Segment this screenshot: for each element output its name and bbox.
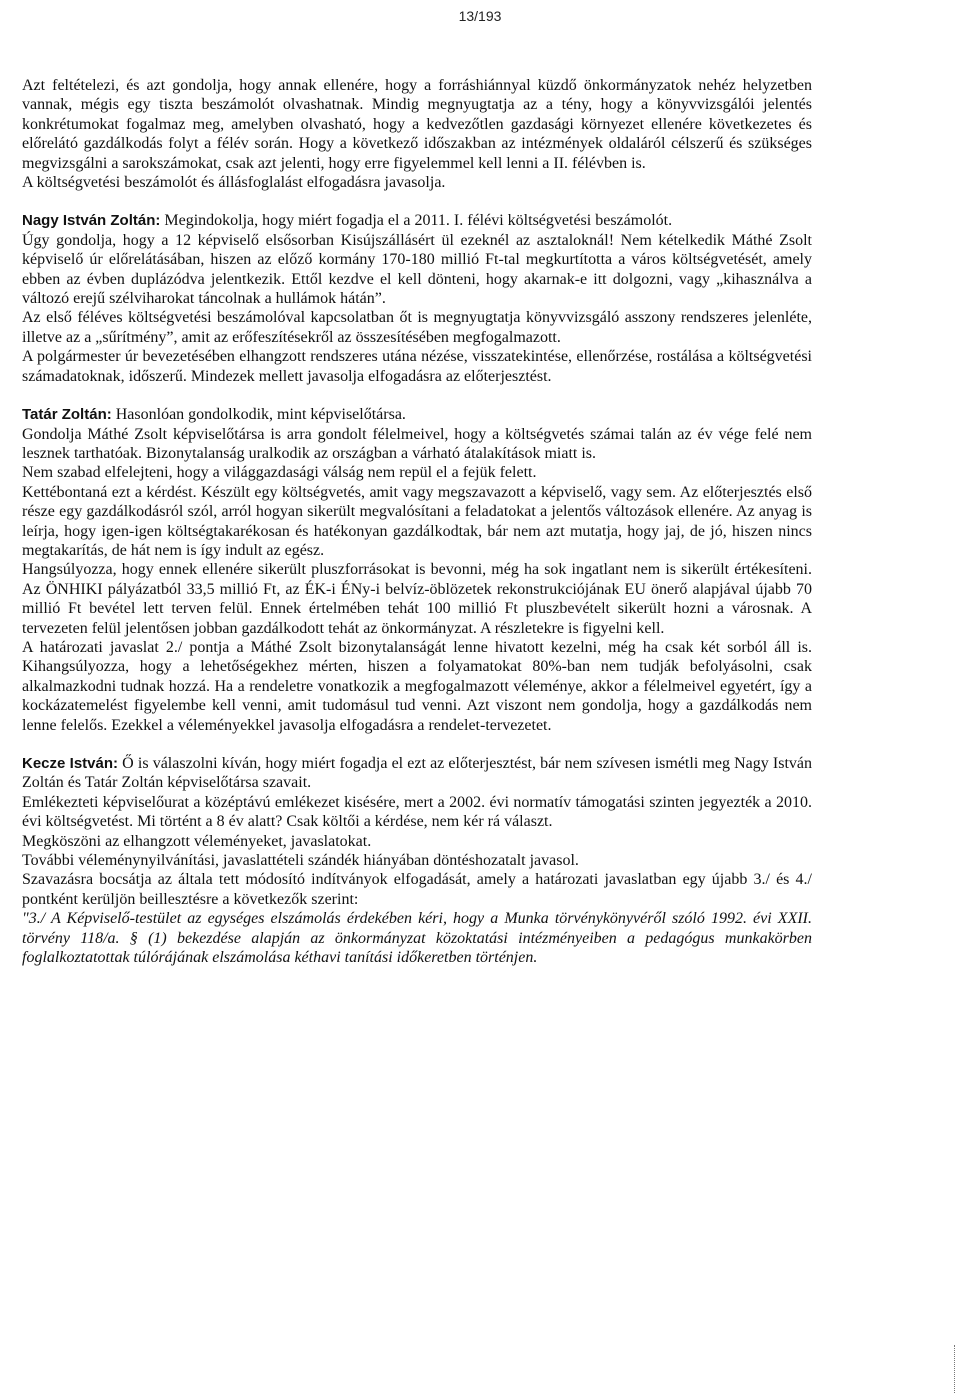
page-number: 13/193 (458, 8, 502, 24)
speaker-name: Nagy István Zoltán: (22, 212, 161, 230)
speech-first-line: Megindokolja, hogy miért fogadja el a 2011. I. félévi költségvetési beszámolót. (160, 212, 673, 230)
paragraph: Hangsúlyozza, hogy ennek ellenére sikerült pluszforrásokat is bevonni, még ha sok ingatlant nem is sikerült értékesíteni. Az ÖNHIKI pályázatból 33,5 millió Ft, az ÉK-i ÉNy-i belvíz-öblözetek rekonstrukciójának EU önerő alapjával újabb 70 millió Ft bevétel lett terven felül. Ennek értelmében tehát 100 millió Ft pluszbevételt sikerült hozni a városnak. A tervezeten felül jelentősen jobban gazdálkodott tehát az önkormányzat. A részletekre is figyelni kell. (22, 561, 812, 637)
scan-edge-marks (954, 1345, 957, 1393)
document-body (22, 76, 812, 967)
paragraph: Megköszöni az elhangzott véleményeket, javaslatokat. (22, 832, 372, 850)
speaker-name: Tatár Zoltán: (22, 406, 112, 424)
paragraph: Gondolja Máthé Zsolt képviselőtársa is arra gondolt félelmeivel, hogy a költségvetés számai talán az év vége felé nem lesznek tarthatóak. Bizonytalanság uralkodik az országban a várható átalakítások miatt is. (22, 425, 812, 462)
paragraph: Nem szabad elfelejteni, hogy a világgazdasági válság nem repül el a fejük felett. (22, 464, 537, 482)
paragraph: A határozati javaslat 2./ pontja a Máthé Zsolt bizonytalanságát lenne hivatott kezelni, még ha csak két sorból áll is. Kihangsúlyozza, hogy a lehetőségekhez mérten, hiszen a folyamatokat 80%-ban nem tudják befolyásolni, csak alkalmazkodni tudnak hozzá. Ha a rendeletre vonatkozik a megfogalmazott véleménye, akkor a félelmeivel egyetért, így a kockázatemelést figyelembe kell venni, amit tudomásul tud venni. Azt viszont nem gondolja, hogy a gazdálkodás nem lenne felelős. Ezekkel a véleményekkel javasolja elfogadásra a rendelet-tervezetet. (22, 638, 812, 734)
paragraph: További véleménynyilvánítási, javaslattételi szándék hiányában döntéshozatalt javasol. (22, 852, 579, 870)
paragraph: Szavazásra bocsátja az általa tett módosító indítványok elfogadását, amely a határozati javaslatban egy újabb 3./ és 4./ pontként kerüljön beillesztésre a következők szerint: (22, 871, 812, 908)
speaker-name: Kecze István: (22, 755, 119, 772)
resolution-quote: "3./ A Képviselő-testület az egységes elszámolás érdekében kéri, hogy a Munka törvénykönyvéről szóló 1992. évi XXII. törvény 118/a. § (1) bekezdése alapján az önkormányzat közoktatási intézményeiben a pedagógus munkakörben foglalkoztatottak túlórájának elszámolása kéthavi tanítási időkeretben történjen. (22, 910, 812, 967)
speech-tatar (22, 405, 812, 424)
speech-first-line: Ő is válaszolni kíván, hogy miért fogadja el ezt az előterjesztést, bár nem szívesen ismétli meg Nagy István Zoltán és Tatár Zoltán képviselőtársa szavait. (22, 755, 813, 792)
paragraph: Emlékezteti képviselőurat a középtávú emlékezet kisésére, mert a 2002. évi normatív támogatási szinten jegyezték a 2010. évi költségvetést. Mi történt a 8 év alatt? Csak költői a kérdése, nem kér rá választ. (22, 793, 812, 831)
paragraph: A költségvetési beszámolót és állásfoglalást elfogadásra javasolja. (22, 174, 446, 192)
paragraph: A polgármester úr bevezetésében elhangzott rendszeres utána nézése, visszatekintése, ellenőrzése, rostálása a költségvetési számadatoknak, időszerű. Mindezek mellett javasolja elfogadásra az előterjesztést. (22, 348, 812, 385)
speech-first-line: Hasonlóan gondolkodik, mint képviselőtársa. (111, 406, 406, 424)
paragraph: Kettébontaná ezt a kérdést. Készült egy költségvetés, amit vagy megszavazott a képviselő, vagy sem. Az előterjesztés első része egy gazdálkodásról szól, arról hogyan sikerült megvalósítani a feladatokat a jelentős változások ellenére. Az anyag is leírja, hogy igen-igen költségtakarékosan és hatékonyan gazdálkodtak, bár nem azt mutatja, hogy jaj, de jó, hiszen nincs megtakarítás, de hát nem is így indult az egész. (22, 483, 812, 559)
speech-nagy (22, 211, 812, 230)
paragraph: Úgy gondolja, hogy a 12 képviselő elsősorban Kisújszállásért ül ezeknél az asztaloknál! Nem kételkedik Máthé Zsolt képviselő úr előrelátásában, hiszen az előző kormány 170-180 millió Ft-tal megkurtította a város költségvetését, amely ebben az évben duplázódva jelentkezik. Ettől kezdve el kell dönteni, hogy akarnak-e itt dolgozni, vagy „kihasználva a változó erejű szélviharokat táncolnak a hullámok hátán”. (22, 231, 812, 308)
speech-kecze (22, 754, 812, 793)
paragraph: Azt feltételezi, és azt gondolja, hogy annak ellenére, hogy a forráshiánnyal küzdő önkormányzatok nehéz helyzetben vannak, mégis egy tiszta beszámolót olvashatnak. Mindig megnyugtatja az a tény, hogy a könyvvizsgálói jelentés konkrétumokat fogalmaz meg, amelyben olvasható, hogy a kedvezőtlen gazdasági környezet ellenére következetes és előrelátó gazdálkodás folyt a félév során. Hogy a következő időszakban az intézmények oldaláról célszerű és szükséges megvizsgálni a sarokszámokat, csak azt jelenti, hogy erre figyelemmel kell lenni a II. félévben is. (22, 77, 812, 172)
paragraph: Az első féléves költségvetési beszámolóval kapcsolatban őt is megnyugtatja könyvvizsgáló asszony rendszeres jelenléte, illetve az a „sűrítmény”, amit az erőfeszítésekről az összesítésében megfogalmazott. (22, 309, 812, 346)
